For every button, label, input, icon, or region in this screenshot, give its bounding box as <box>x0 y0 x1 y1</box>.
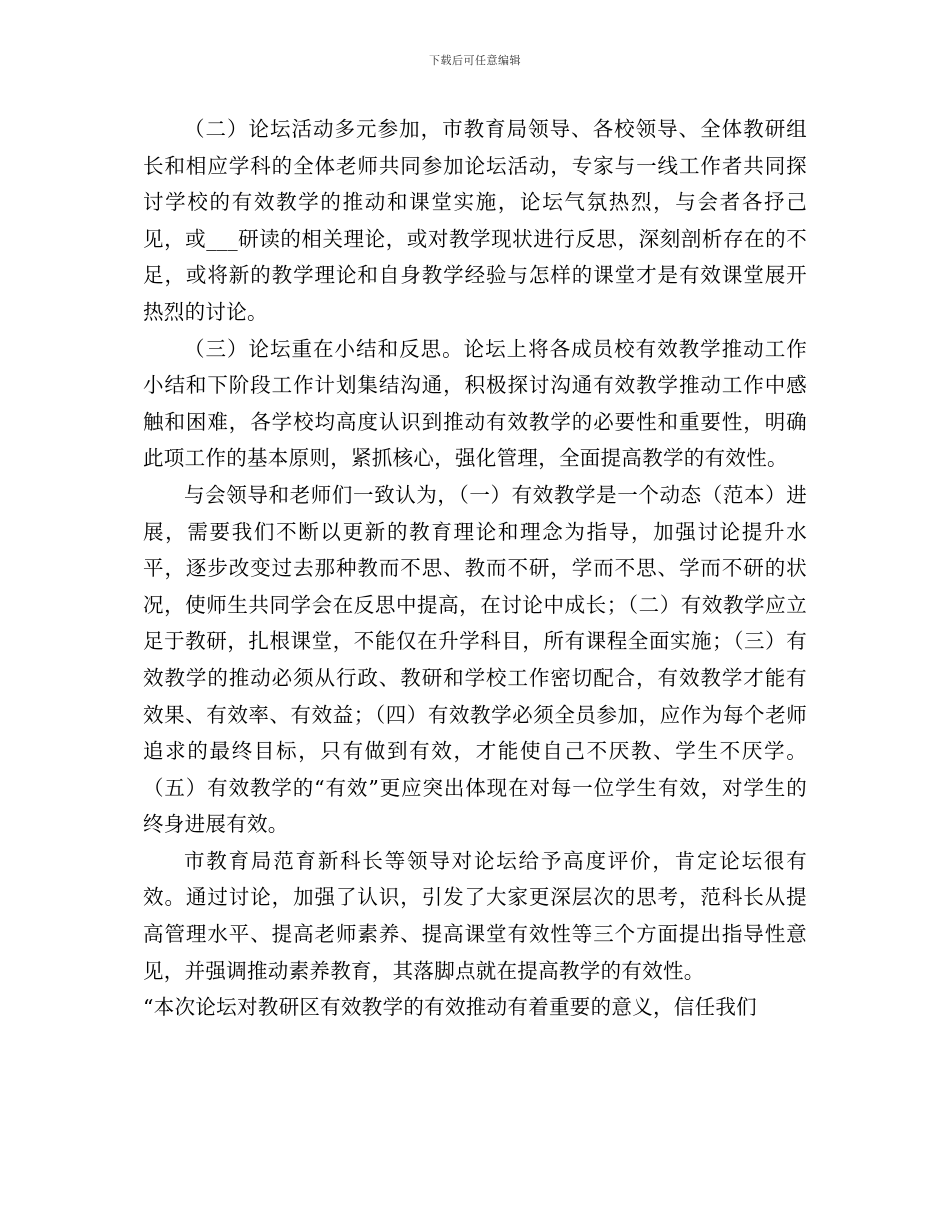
paragraph-consensus: 与会领导和老师们一致认为，（一）有效教学是一个动态（范本）进展，需要我们不断以更新的教育理论和理念为指导，加强讨论提升水平，逐步改变过去那种教而不思、教而不研，学而不思、学而不研的状况，使师生共同学会在反思中提高，在讨论中成长；（二）有效教学应立足于教研，扎根课堂，不能仅在升学科目，所有课程全面实施；（三）有效教学的推动必须从行政、教研和学校工作密切配合，有效教学才能有效果、有效率、有效益；（四）有效教学必须全员参加，应作为每个老师追求的最终目标，只有做到有效，才能使自己不厌教、学生不厌学。（五）有效教学的“有效”更应突出体现在对每一位学生有效，对学生的终身进展有效。 <box>143 482 807 837</box>
paragraph-forum-reflection: （三）论坛重在小结和反思。论坛上将各成员校有效教学推动工作小结和下阶段工作计划集结沟通，积极探讨沟通有效教学推动工作中感触和困难，各学校均高度认识到推动有效教学的必要性和重要性，明确此项工作的基本原则，紧抓核心，强化管理，全面提高教学的有效性。 <box>143 336 807 471</box>
document-body <box>143 111 807 1026</box>
paragraph-evaluation: 市教育局范育新科长等领导对论坛给予高度评价，肯定论坛很有效。通过讨论，加强了认识，引发了大家更深层次的思考，范科长从提高管理水平、提高老师素养、提高课堂有效性等三个方面提出指导性意见，并强调推动素养教育，其落脚点就在提高教学的有效性。 <box>143 848 807 983</box>
paragraph-forum-participation: （二）论坛活动多元参加，市教育局领导、各校领导、全体教研组长和相应学科的全体老师共同参加论坛活动，专家与一线工作者共同探讨学校的有效教学的推动和课堂实施，论坛气氛热烈，与会者各抒己见，或___研读的相关理论，或对教学现状进行反思，深刻剖析存在的不足，或将新的教学理论和自身教学经验与怎样的课堂才是有效课堂展开热烈的讨论。 <box>143 117 807 324</box>
paragraph-quote-start: “本次论坛对教研区有效教学的有效推动有着重要的意义，信任我们 <box>143 995 757 1020</box>
page-header: 下载后可任意编辑 <box>429 54 521 67</box>
